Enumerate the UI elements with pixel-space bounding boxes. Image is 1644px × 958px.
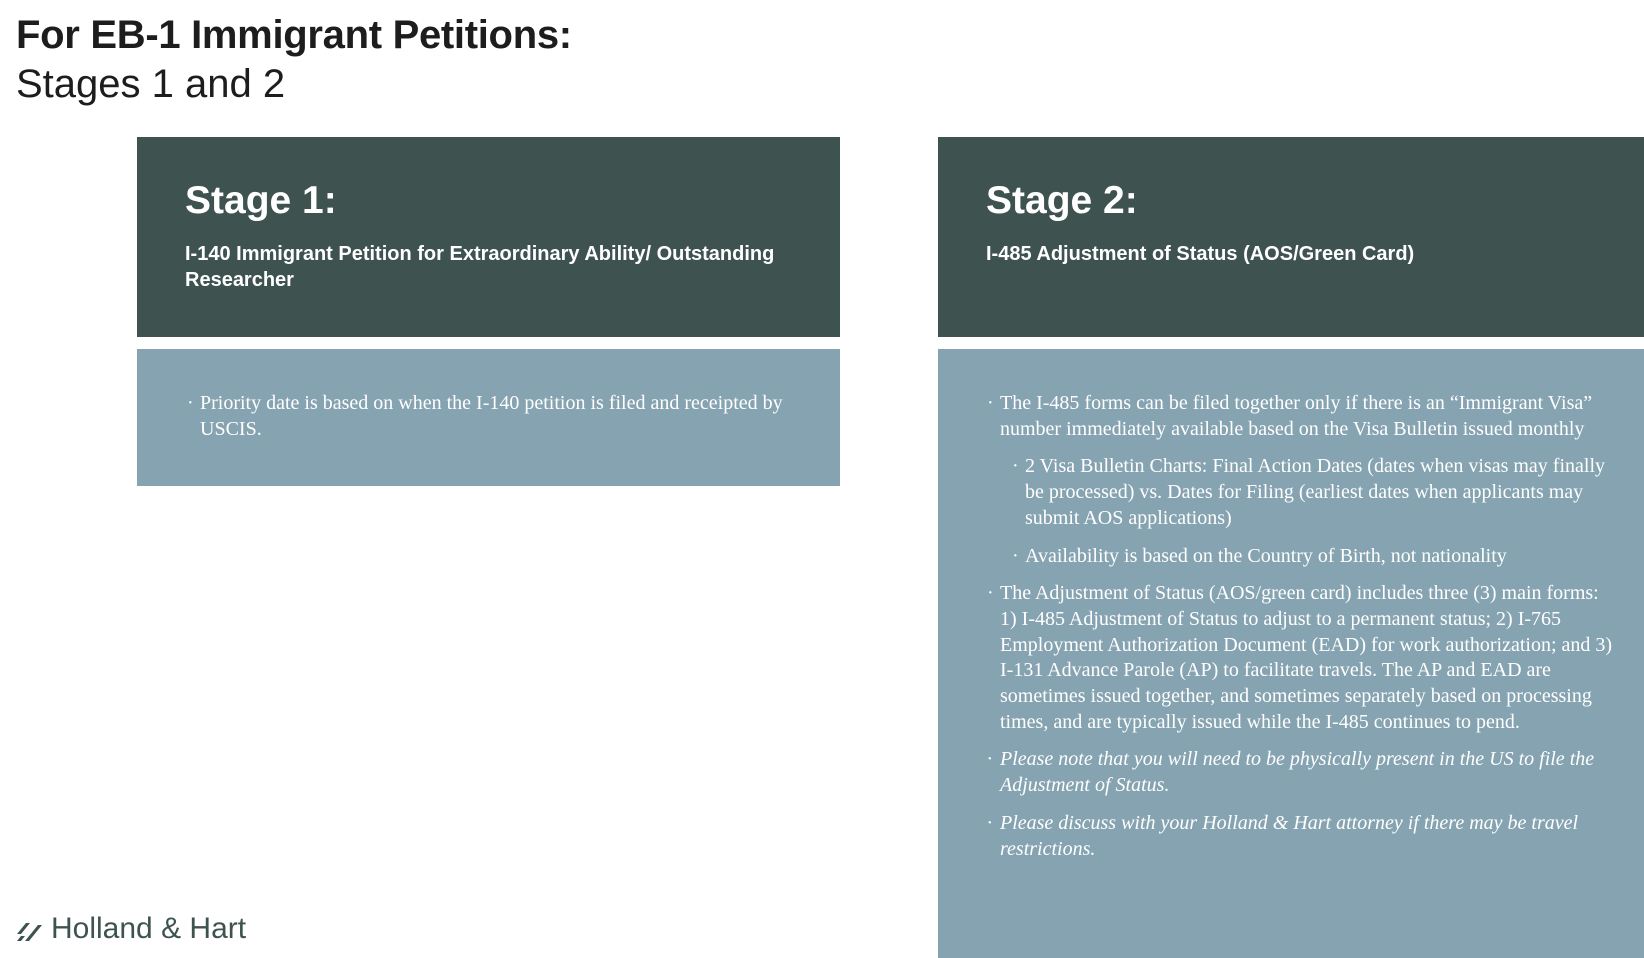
page-heading [16,10,572,108]
stage1-title: Stage 1: [185,179,337,222]
stage2-body [938,349,1644,958]
stage1-subtitle: I-140 Immigrant Petition for Extraordinary Ability/ Outstanding Researcher [185,243,775,291]
holland-hart-logo-icon [17,917,42,941]
brand-logo [17,912,246,946]
stage2-bullet-aos-forms: · The Adjustment of Status (AOS/green card) includes three (3) main forms: 1) I-485 Adjustment of Status to adjust to a permanent status; 2) I-765 Employment Authorization Document (EAD) for work authorization; and 3) I-131 Advance Parole (AP) to facilitate travels. The AP and EAD are sometimes issued together, and sometimes separately based on processing times, and are typically issued while the I-485 continues to pend. [987,581,1617,735]
stage2-bullet-travel: · Please discuss with your Holland & Hart attorney if there may be travel restrictions. [987,811,1617,862]
stage2-bullet-physical-presence: · Please note that you will need to be physically present in the US to file the Adjustment of Status. [987,747,1617,798]
stage1-header [137,137,840,337]
brand-name: Holland & Hart [51,912,247,945]
stage1-bullet-list [187,391,787,454]
stage1-body [137,349,840,486]
stage2-bullet-filing: · The I-485 forms can be filed together only if there is an “Immigrant Visa” number immediately available based on the Visa Bulletin issued monthly [987,391,1617,442]
stage2-title: Stage 2: [986,179,1138,222]
stage2-subtitle: I-485 Adjustment of Status (AOS/Green Card) [986,243,1415,265]
stage2-header [938,137,1644,337]
stage2-subbullet-availability: · Availability is based on the Country of Birth, not nationality [1012,544,1617,570]
stage2-bullet-list [987,391,1617,874]
stage2-subbullet-visa-charts: · 2 Visa Bulletin Charts: Final Action Dates (dates when visas may finally be processed) vs. Dates for Filing (earliest dates when applicants may submit AOS applications) [1012,454,1617,531]
page-subtitle: Stages 1 and 2 [16,62,286,106]
stage1-bullet-priority-date: · Priority date is based on when the I-140 petition is filed and receipted by USCIS. [187,391,787,442]
page-title: For EB-1 Immigrant Petitions: [16,13,572,57]
